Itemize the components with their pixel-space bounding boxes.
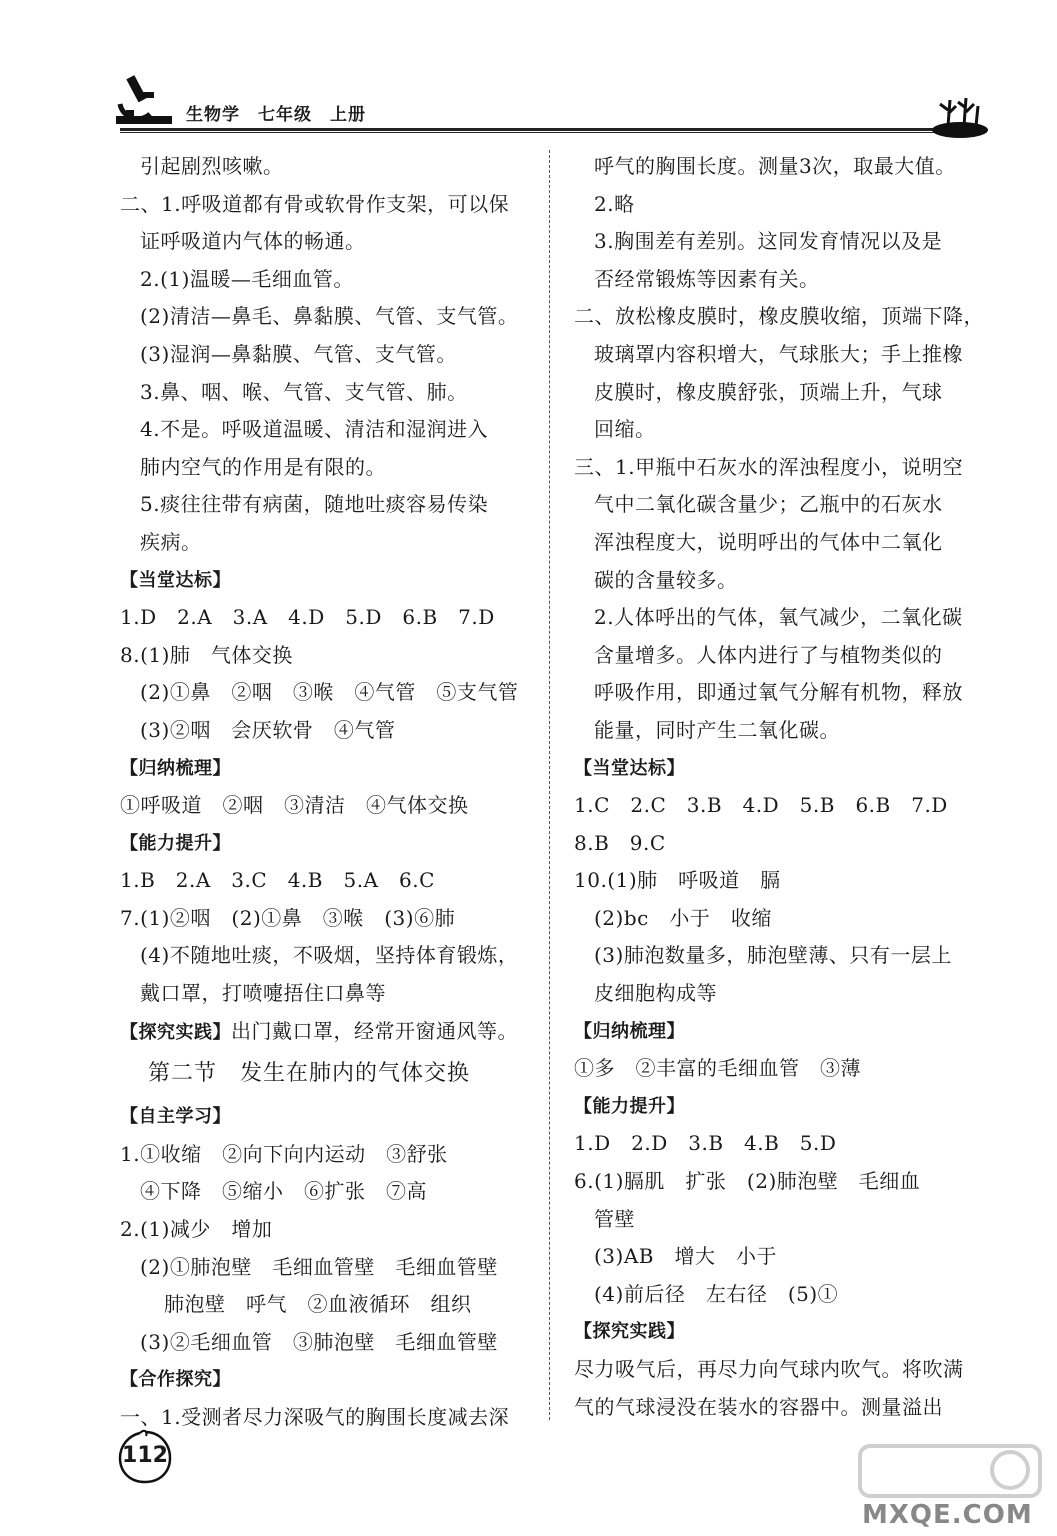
text-line: 管壁 (594, 1206, 635, 1231)
section-heading: 【探究实践】 (574, 1321, 685, 1343)
text-line: ④下降 ⑤缩小 ⑥扩张 ⑦高 (140, 1179, 427, 1204)
text-line: 6.(1)膈肌 扩张 (2)肺泡壁 毛细血 (574, 1169, 921, 1194)
section-heading: 【当堂达标】 (120, 569, 231, 591)
text-line: 2.略 (594, 191, 635, 216)
text-line: 2.人体呼出的气体，氧气减少，二氧化碳 (594, 605, 963, 630)
text-line: (2)清洁—鼻毛、鼻黏膜、气管、支气管。 (140, 304, 519, 329)
text-line: 回缩。 (594, 417, 656, 442)
text-line: 1.①收缩 ②向下向内运动 ③舒张 (120, 1141, 448, 1166)
section-heading: 【能力提升】 (120, 832, 231, 854)
text-line: 引起剧烈咳嗽。 (140, 154, 284, 178)
text-line: (3)湿润—鼻黏膜、气管、支气管。 (140, 341, 457, 366)
text-line: (4)前后径 左右径 (5)① (594, 1281, 839, 1306)
right-column (574, 148, 986, 1426)
text-line: 3.鼻、咽、喉、气管、支气管、肺。 (140, 379, 468, 404)
text-line: 3.胸围差有差别。这同发育情况以及是 (594, 229, 943, 254)
section-heading: 【当堂达标】 (574, 757, 685, 779)
text-line: 二、放松橡皮膜时，橡皮膜收缩，顶端下降， (574, 304, 984, 329)
section-heading: 【能力提升】 (574, 1095, 685, 1117)
section-heading: 【归纳梳理】 (574, 1020, 685, 1042)
text-line: 皮细胞构成等 (594, 981, 717, 1006)
page-header (0, 0, 1057, 140)
text-line: 4.不是。呼吸道温暖、清洁和湿润进入 (140, 417, 489, 442)
header-rule-thin (120, 132, 940, 133)
text-line: 气中二氧化碳含量少；乙瓶中的石灰水 (594, 492, 943, 517)
text-line: 疾病。 (140, 529, 202, 554)
text-line: 7.(1)②咽 (2)①鼻 ③喉 (3)⑥肺 (120, 905, 456, 930)
text-line: 呼气的胸围长度。测量3次，取最大值。 (594, 154, 956, 178)
text-line: 玻璃罩内容积增大，气球胀大；手上推橡 (594, 341, 963, 366)
text-line: 戴口罩，打喷嚏捂住口鼻等 (140, 981, 386, 1006)
text-line: 2.(1)温暖—毛细血管。 (140, 266, 354, 291)
text-line: (3)②毛细血管 ③肺泡壁 毛细血管壁 (140, 1329, 498, 1354)
section-heading: 【归纳梳理】 (120, 757, 231, 779)
text-line: 1.D 2.A 3.A 4.D 5.D 6.B 7.D (120, 605, 495, 630)
text-line: 证呼吸道内气体的畅通。 (140, 229, 366, 254)
text-line: (2)①鼻 ②咽 ③喉 ④气管 ⑤支气管 (140, 680, 519, 705)
text-line: 8.B 9.C (574, 830, 666, 855)
text-line: 1.B 2.A 3.C 4.B 5.A 6.C (120, 868, 435, 893)
column-divider (549, 150, 550, 1420)
text-line: 8.(1)肺 气体交换 (120, 642, 293, 667)
text-line: 1.D 2.D 3.B 4.B 5.D (574, 1131, 837, 1156)
plant-decoration-icon (930, 92, 990, 138)
section-heading: 【合作探究】 (120, 1369, 231, 1391)
left-column (120, 148, 535, 1437)
chapter-title: 第二节 发生在肺内的气体交换 (148, 1061, 471, 1087)
text-line: 1.C 2.C 3.B 4.D 5.B 6.B 7.D (574, 793, 948, 818)
header-title: 生物学 七年级 上册 (186, 105, 366, 125)
text-line: ①呼吸道 ②咽 ③清洁 ④气体交换 (120, 793, 469, 818)
text-line: 10.(1)肺 呼吸道 膈 (574, 868, 781, 893)
text-line: 尽力吸气后，再尽力向气球内吹气。将吹满 (574, 1357, 964, 1381)
text-line: 肺泡壁 呼气 ②血液循环 组织 (164, 1292, 472, 1317)
header-rule (120, 128, 940, 131)
text-line: 一、1.受测者尽力深吸气的胸围长度减去深 (120, 1405, 510, 1429)
microscope-logo-icon (112, 70, 174, 128)
text-line: 【探究实践】出门戴口罩，经常开窗通风等。 (120, 1018, 518, 1043)
text-line: 含量增多。人体内进行了与植物类似的 (594, 642, 943, 667)
text-line: (3)②咽 会厌软骨 ④气管 (140, 717, 396, 742)
text-line: 呼吸作用，即通过氧气分解有机物，释放 (594, 680, 963, 705)
page-number: 112 (122, 1443, 168, 1468)
text-line: (3)肺泡数量多，肺泡壁薄、只有一层上 (594, 943, 952, 968)
text-line: 能量，同时产生二氧化碳。 (594, 717, 840, 742)
section-heading: 【自主学习】 (120, 1106, 231, 1128)
text-line: 否经常锻炼等因素有关。 (594, 266, 820, 291)
text-line: (2)①肺泡壁 毛细血管壁 毛细血管壁 (140, 1254, 498, 1279)
text-line: 皮膜时，橡皮膜舒张，顶端上升，气球 (594, 379, 943, 404)
watermark-text: MXQE.COM (862, 1500, 1033, 1530)
text-line: 三、1.甲瓶中石灰水的浑浊程度小，说明空 (574, 454, 964, 479)
text-line: 碳的含量较多。 (594, 567, 738, 592)
text-line: 5.痰往往带有病菌，随地吐痰容易传染 (140, 492, 489, 517)
text-line: (3)AB 增大 小于 (594, 1244, 777, 1269)
text-line: 二、1.呼吸道都有骨或软骨作支架，可以保 (120, 191, 510, 216)
text-line: 气的气球浸没在装水的容器中。测量溢出 (574, 1394, 943, 1419)
text-line: 浑浊程度大，说明呼出的气体中二氧化 (594, 529, 943, 554)
text-line: (4)不随地吐痰，不吸烟，坚持体育锻炼， (140, 943, 519, 968)
text-line: 2.(1)减少 增加 (120, 1217, 273, 1242)
text-line: (2)bc 小于 收缩 (594, 905, 772, 930)
text-line: ①多 ②丰富的毛细血管 ③薄 (574, 1056, 861, 1081)
text-line: 肺内空气的作用是有限的。 (140, 454, 386, 479)
